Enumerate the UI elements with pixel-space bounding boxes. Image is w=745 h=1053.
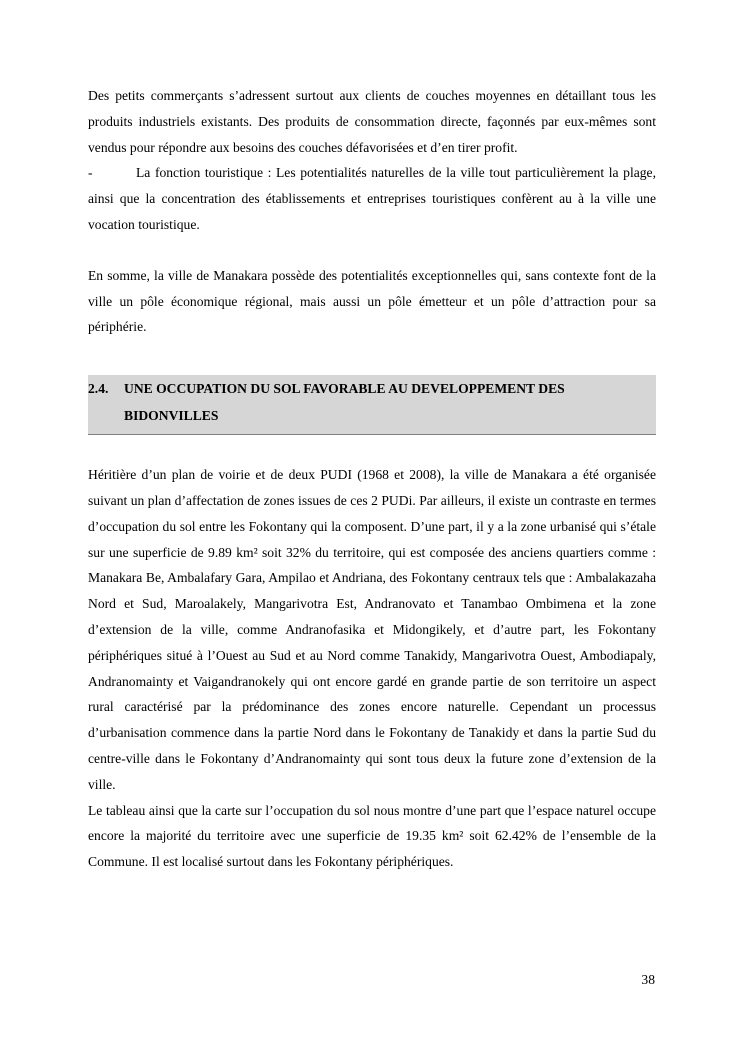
page-number: 38: [641, 972, 655, 987]
spacer: [88, 238, 656, 263]
section-title-line1: UNE OCCUPATION DU SOL FAVORABLE AU DEVELOPPEMENT DES: [124, 381, 565, 397]
paragraph-summary: En somme, la ville de Manakara possède des potentialités exceptionnelles qui, sans contexte font de la ville un pôle économique régional, mais aussi un pôle émetteur et un pôle d’attraction pour sa périphérie.: [88, 267, 656, 335]
document-page: [88, 83, 656, 875]
spacer: [88, 340, 656, 375]
bullet-dash: -: [88, 165, 93, 181]
section-heading: [88, 375, 656, 435]
paragraph-land-use: Héritière d’un plan de voirie et de deux PUDI (1968 et 2008), la ville de Manakara a été organisée suivant un plan d’affectation de zones issues de ces 2 PUDi. Par ailleurs, il existe un contraste en termes d’occupation du sol entre les Fokontany qui la composent. D’une part, il y a la zone urbanisé qui s’étale sur une superficie de 9.89 km² soit 32% du territoire, qui est composée des anciens quartiers comme : Manakara Be, Ambalafary Gara, Ampilao et Andriana, des Fokontany centraux tels que : Ambalakazaha Nord et Sud, Maroalakely, Mangarivotra Est, Andranovato et Tanambao Ombimena et la zone d’extension de la ville, comme Andranofasika et Midongikely, et d’autre part, les Fokontany périphériques situé à l’Ouest au Sud et au Nord comme Tanakidy, Mangarivotra Ouest, Ambodiapaly, Andranomainty et Vaigandranokely qui ont encore gardé en grande partie de son territoire un aspect rural caractérisé par la prédominance des zones encore naturelle. Cependant un processus d’urbanisation commence dans la partie Nord dans le Fokontany de Tanakidy et dans la partie Sud du centre-ville dans le Fokontany d’Andranomainty qui sont tous deux la future zone d’extension de la ville.: [88, 467, 656, 792]
section-title-line2: BIDONVILLES: [124, 408, 219, 424]
paragraph-tourism-text: La fonction touristique : Les potentialités naturelles de la ville tout particulièrement la plage, ainsi que la concentration des établissements et entreprises touristiques confèrent au à la ville une vocation touristique.: [88, 165, 656, 232]
paragraph-natural-space: Le tableau ainsi que la carte sur l’occupation du sol nous montre d’une part que l’espace naturel occupe encore la majorité du territoire avec une superficie de 19.35 km² soit 62.42% de l’ensemble de la Commune. Il est localisé surtout dans les Fokontany périphériques.: [88, 802, 656, 870]
spacer: [88, 435, 656, 462]
paragraph-commerce: Des petits commerçants s’adressent surtout aux clients de couches moyennes en détaillant tous les produits industriels existants. Des produits de consommation directe, façonnés par eux-mêmes sont vendus pour répondre aux besoins des couches défavorisées et d’en tirer profit.: [88, 88, 656, 155]
section-number: 2.4.: [88, 381, 109, 397]
paragraph-tourism: [88, 160, 656, 237]
